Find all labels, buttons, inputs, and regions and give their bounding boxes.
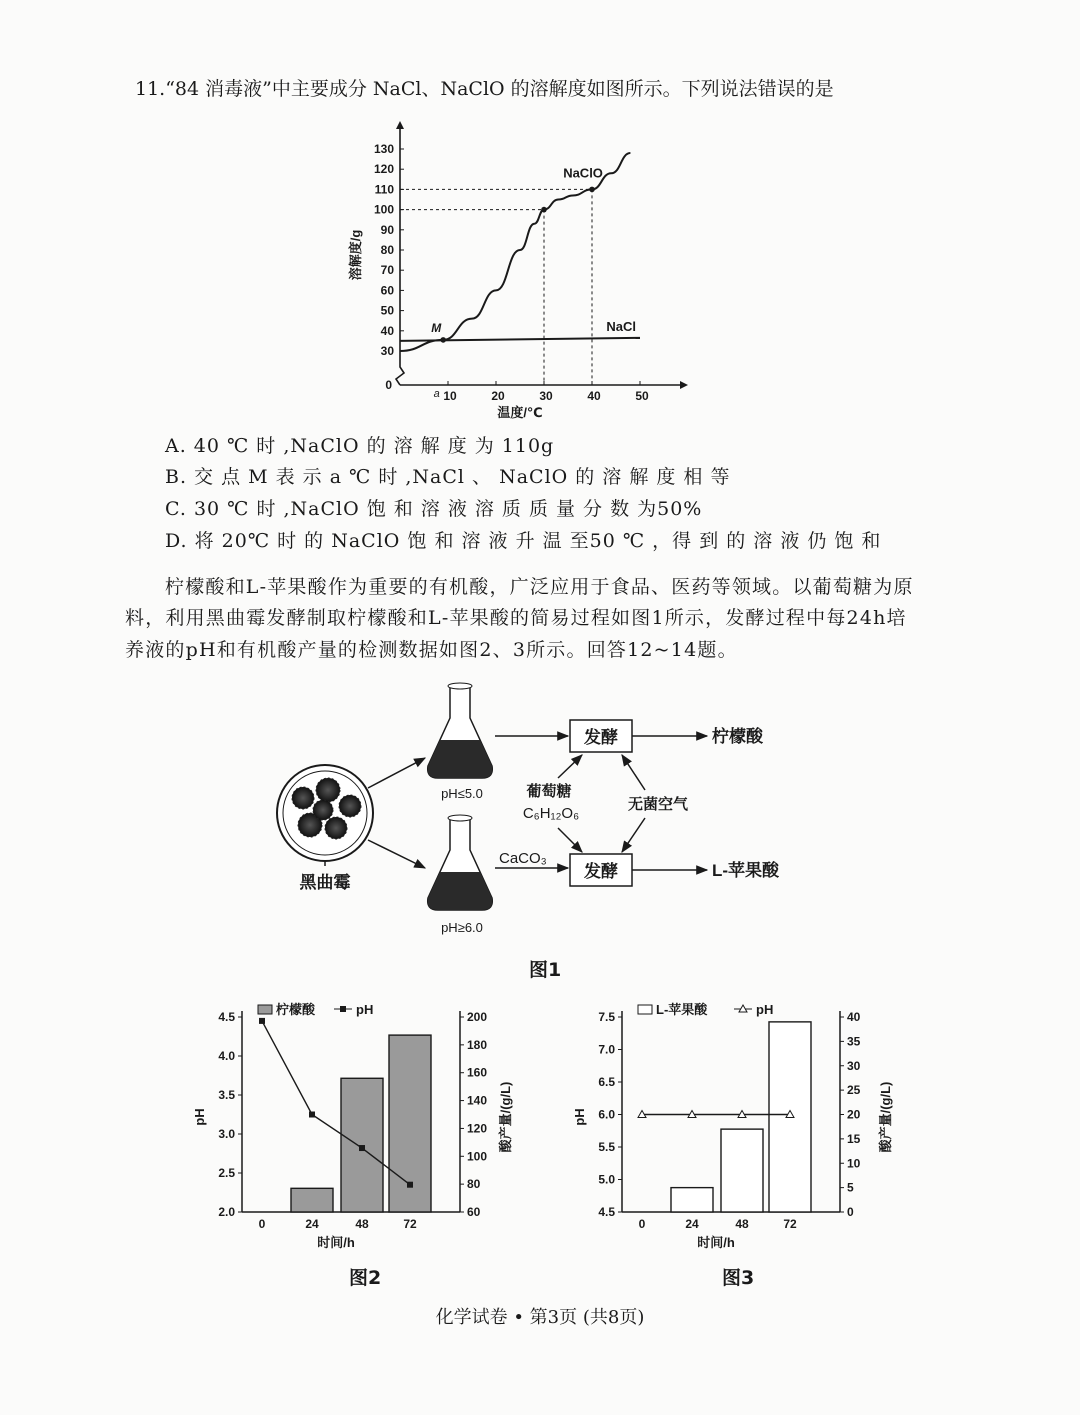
passage-line-2: 料，利用黑曲霉发酵制取柠檬酸和L-苹果酸的简易过程如图1所示，发酵过程中每24h培 bbox=[125, 607, 907, 629]
left-tick-label: 6.0 bbox=[598, 1107, 615, 1122]
x-tick-label: 72 bbox=[403, 1217, 417, 1231]
x-axis-title: 时间/h bbox=[317, 1235, 355, 1250]
legend-bar-swatch bbox=[638, 1005, 652, 1014]
x-tick-label: 48 bbox=[735, 1217, 749, 1231]
citric-acid-chart bbox=[180, 995, 540, 1255]
left-tick-label: 4.5 bbox=[598, 1205, 615, 1219]
y-tick-label: 40 bbox=[380, 323, 394, 338]
legend-line-marker bbox=[340, 1006, 346, 1012]
x-axis-title: 温度/℃ bbox=[497, 405, 543, 420]
right-tick-label: 30 bbox=[847, 1058, 861, 1073]
right-tick-label: 0 bbox=[847, 1205, 854, 1219]
left-tick-label: 7.0 bbox=[598, 1042, 615, 1057]
figure-2-caption: 图2 bbox=[349, 1267, 382, 1289]
right-tick-label: 35 bbox=[847, 1034, 861, 1049]
y-tick-label: 130 bbox=[373, 142, 394, 156]
figure-1-process-diagram bbox=[270, 678, 810, 938]
right-tick-label: 100 bbox=[467, 1149, 488, 1164]
right-tick-label: 10 bbox=[847, 1156, 861, 1171]
y-axis bbox=[396, 127, 404, 385]
figure-1-caption: 图1 bbox=[529, 959, 562, 981]
x-tick-label: 50 bbox=[635, 389, 649, 403]
left-tick-label: 4.0 bbox=[218, 1049, 235, 1063]
question-11-stem: 11.“84 消毒液”中主要成分 NaCl、NaClO 的溶解度如图所示。下列说法错误的是 bbox=[135, 78, 834, 100]
left-tick-label: 5.0 bbox=[598, 1172, 615, 1187]
option-a: A. 40 ℃ 时 ,NaClO 的 溶 解 度 为 110g bbox=[165, 435, 555, 457]
flask-bottom-icon bbox=[428, 815, 493, 910]
left-tick-label: 2.5 bbox=[218, 1166, 235, 1180]
left-tick-label: 2.0 bbox=[218, 1205, 235, 1219]
guide-line bbox=[400, 189, 592, 385]
legend-line-label: pH bbox=[756, 1002, 774, 1017]
x-tick-label: 20 bbox=[491, 389, 505, 403]
right-tick-label: 160 bbox=[467, 1065, 488, 1080]
y-tick-label: 50 bbox=[380, 303, 394, 318]
x-axis-arrow bbox=[680, 381, 688, 389]
x-tick-label: 30 bbox=[539, 389, 553, 403]
right-tick-label: 25 bbox=[847, 1083, 861, 1098]
left-tick-label: 3.0 bbox=[218, 1127, 235, 1141]
left-tick-label: 7.5 bbox=[598, 1010, 615, 1024]
passage-line-3: 养液的pH和有机酸产量的检测数据如图2、3所示。回答12~14题。 bbox=[125, 639, 738, 661]
x-tick-label: 40 bbox=[587, 389, 601, 403]
left-axis-title: pH bbox=[572, 1108, 587, 1126]
ferment-label-top: 发酵 bbox=[584, 728, 618, 747]
right-axis-title: 酸产量/(g/L) bbox=[878, 1081, 893, 1153]
right-tick-label: 140 bbox=[467, 1093, 488, 1108]
guide-line bbox=[400, 210, 544, 385]
ph-point bbox=[259, 1018, 265, 1024]
y-tick-label: 70 bbox=[380, 263, 394, 278]
y-tick-label: 110 bbox=[374, 182, 394, 197]
point-a-label: a bbox=[433, 388, 440, 400]
naclo-series-label: NaClO bbox=[563, 165, 603, 181]
glucose-label: 葡萄糖 bbox=[526, 783, 572, 800]
left-tick-label: 5.5 bbox=[598, 1140, 615, 1154]
bar-24h bbox=[291, 1188, 333, 1212]
y-tick-label: 60 bbox=[380, 283, 394, 298]
y-tick-label: 120 bbox=[373, 162, 394, 177]
petri-dish-icon bbox=[277, 765, 373, 861]
right-tick-label: 20 bbox=[847, 1107, 861, 1122]
x-tick-label: 0 bbox=[258, 1217, 266, 1231]
solubility-chart bbox=[330, 115, 700, 430]
left-axis-title: pH bbox=[192, 1108, 207, 1126]
option-d: D. 将 20℃ 时 的 NaClO 饱 和 溶 液 升 温 至50 ℃ ，得 到 的 溶 液 仍 饱 和 bbox=[165, 530, 882, 552]
ph-line bbox=[262, 1021, 410, 1185]
x-tick-label: 48 bbox=[355, 1217, 369, 1231]
product-bottom-label: L-苹果酸 bbox=[712, 861, 780, 880]
figure-3-caption: 图3 bbox=[722, 1267, 755, 1289]
ph-point bbox=[309, 1112, 315, 1118]
right-axis-title: 酸产量/(g/L) bbox=[498, 1081, 513, 1153]
option-b: B. 交 点 M 表 示 a ℃ 时 ,NaCl 、 NaClO 的 溶 解 度 相 等 bbox=[165, 466, 731, 488]
y-tick-label: 30 bbox=[380, 344, 394, 358]
left-tick-label: 4.5 bbox=[218, 1010, 235, 1024]
malic-acid-chart bbox=[560, 995, 920, 1255]
right-tick-label: 180 bbox=[467, 1037, 488, 1052]
ph-point bbox=[359, 1145, 365, 1151]
page-footer: 化学试卷 • 第3页 (共8页) bbox=[435, 1307, 645, 1328]
y-axis-arrow bbox=[396, 121, 404, 129]
y-axis-title: 溶解度/g bbox=[348, 229, 363, 281]
right-tick-label: 120 bbox=[467, 1121, 488, 1136]
x-tick-label: 24 bbox=[305, 1217, 319, 1231]
glucose-formula: C₆H₁₂O₆ bbox=[522, 805, 580, 822]
right-tick-label: 80 bbox=[467, 1177, 481, 1192]
ph-point bbox=[407, 1182, 413, 1188]
bar-24h bbox=[671, 1188, 713, 1212]
option-c: C. 30 ℃ 时 ,NaClO 饱 和 溶 液 溶 质 质 量 分 数 为50% bbox=[165, 498, 703, 520]
point-m-label: M bbox=[431, 320, 442, 335]
y-tick-label: 80 bbox=[380, 243, 394, 257]
fungus-label: 黑曲霉 bbox=[299, 873, 351, 892]
right-tick-label: 60 bbox=[467, 1205, 481, 1219]
left-tick-label: 6.5 bbox=[598, 1075, 615, 1089]
y-tick-label: 100 bbox=[373, 202, 394, 217]
legend-bar-swatch bbox=[258, 1005, 272, 1014]
x-tick-label: 0 bbox=[638, 1217, 646, 1231]
x-tick-label: 72 bbox=[783, 1217, 797, 1231]
caco3-label: CaCO₃ bbox=[499, 850, 547, 867]
legend-line-label: pH bbox=[356, 1002, 374, 1017]
nacl-series-label: NaCl bbox=[606, 318, 637, 334]
right-tick-label: 15 bbox=[847, 1131, 861, 1146]
intersection-point-m bbox=[440, 337, 446, 343]
right-tick-label: 40 bbox=[847, 1010, 861, 1024]
passage-line-1: 柠檬酸和L-苹果酸作为重要的有机酸，广泛应用于食品、医药等领域。以葡萄糖为原 bbox=[165, 576, 914, 598]
right-tick-label: 200 bbox=[467, 1010, 488, 1024]
flask-bottom-label: pH≥6.0 bbox=[441, 920, 483, 935]
legend-bar-label: 柠檬酸 bbox=[276, 1002, 316, 1017]
product-top-label: 柠檬酸 bbox=[712, 727, 763, 746]
legend-bar-label: L-苹果酸 bbox=[656, 1002, 708, 1017]
flask-top-label: pH≤5.0 bbox=[441, 786, 483, 801]
bar-48h bbox=[721, 1129, 763, 1212]
x-axis-title: 时间/h bbox=[697, 1235, 735, 1250]
x-tick-label: 10 bbox=[443, 389, 457, 403]
ferment-label-bottom: 发酵 bbox=[584, 862, 618, 881]
left-tick-label: 3.5 bbox=[218, 1088, 235, 1102]
y-tick-label: 90 bbox=[380, 222, 394, 237]
origin-label: 0 bbox=[385, 378, 392, 392]
x-tick-label: 24 bbox=[685, 1217, 699, 1231]
flask-top-icon bbox=[428, 683, 493, 778]
right-tick-label: 5 bbox=[847, 1180, 854, 1195]
air-label: 无菌空气 bbox=[627, 796, 689, 813]
